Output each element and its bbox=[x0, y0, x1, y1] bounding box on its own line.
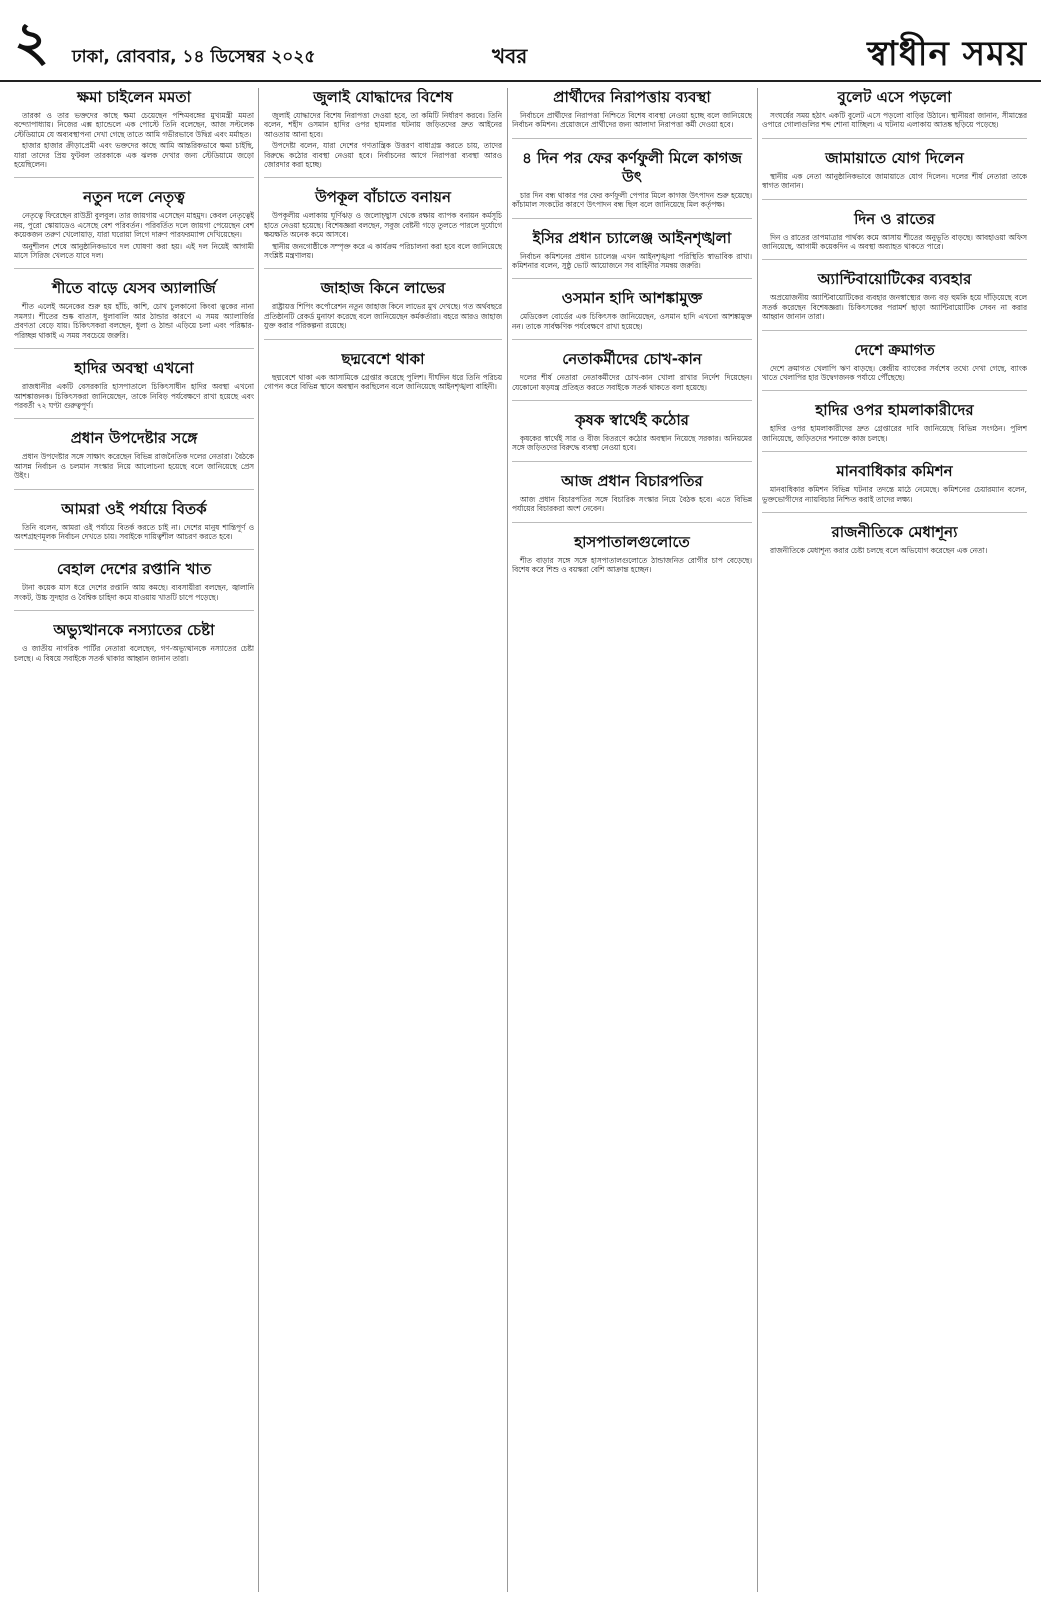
story-body bbox=[14, 644, 254, 663]
news-story bbox=[512, 472, 752, 523]
story-headline[interactable]: আমরা ওই পর্যায়ে বিতর্ক bbox=[61, 499, 207, 518]
story-body bbox=[762, 485, 1027, 504]
story-body bbox=[512, 191, 752, 210]
dateline: ঢাকা, রোববার, ১৪ ডিসেম্বর ২০২৫ bbox=[72, 47, 316, 67]
story-headline[interactable]: অভ্যুত্থানকে নস্যাতের চেষ্টা bbox=[53, 621, 215, 640]
news-story bbox=[14, 279, 254, 349]
story-paragraph: উপকূলীয় এলাকায় ঘূর্ণিঝড় ও জলোচ্ছ্বাস থেকে রক্ষায় ব্যাপক বনায়ন কর্মসূচি হাতে নেওয়া হয়েছে। বিশেষজ্ঞরা বলছেন, সবুজ বেষ্টনী গড়ে তুলতে পারলে দুর্যোগে ক্ষয়ক্ষতি অনেক কমে আসবে। bbox=[264, 211, 502, 240]
story-body bbox=[264, 302, 502, 330]
story-body bbox=[762, 233, 1027, 252]
story-paragraph: নির্বাচনে প্রার্থীদের নিরাপত্তা নিশ্চিতে বিশেষ ব্যবস্থা নেওয়া হচ্ছে বলে জানিয়েছে নির্বাচন কমিশন। প্রয়োজনে প্রার্থীদের জন্য আলাদা নিরাপত্তা কর্মী দেওয়া হবে। bbox=[512, 111, 752, 130]
story-body bbox=[264, 111, 502, 169]
story-headline[interactable]: কৃষক স্বার্থেই কঠোর bbox=[575, 411, 689, 430]
column-4 bbox=[762, 88, 1027, 1592]
story-headline[interactable]: জাহাজ কিনে লাভের bbox=[320, 279, 446, 298]
story-headline[interactable]: অ্যান্টিবায়োটিকের ব্যবহার bbox=[817, 270, 972, 289]
story-paragraph: তারকা ও তার ভক্তদের কাছে ক্ষমা চেয়েছেন পশ্চিমবঙ্গের মুখ্যমন্ত্রী মমতা বন্দ্যোপাধ্যায়। নিজের এক্স হ্যান্ডেলে এক পোস্টে তিনি বলেছেন, আজ সল্টলেক স্টেডিয়ামে যে অব্যবস্থাপনা দেখা গেছে তাতে আমি গভীরভাবে উদ্বিগ্ন এবং মর্মাহত। bbox=[14, 111, 254, 139]
news-story bbox=[14, 88, 254, 178]
column-divider bbox=[507, 88, 508, 1592]
story-paragraph: চার দিন বন্ধ থাকার পর ফের কর্ণফুলী পেপার মিলে কাগজ উৎপাদন শুরু হয়েছে। কাঁচামাল সংকটের কারণে উৎপাদন বন্ধ ছিল বলে জানিয়েছে মিল কর্তৃপক্ষ। bbox=[512, 190, 752, 210]
story-body bbox=[762, 172, 1027, 191]
news-story bbox=[762, 341, 1027, 392]
story-paragraph: তিনি বলেন, আমরা ওই পর্যায়ে বিতর্ক করতে চাই না। দেশের মানুষ শান্তিপূর্ণ ও অংশগ্রহণমূলক নির্বাচন দেখতে চায়। সবাইকে দায়িত্বশীল আচরণ করতে হবে। bbox=[14, 522, 254, 541]
column-2 bbox=[264, 88, 502, 1592]
story-paragraph: ও জাতীয় নাগরিক পার্টির নেতারা বলেছেন, গণ-অভ্যুত্থানকে নস্যাতের চেষ্টা চলছে। এ বিষয়ে সবাইকে সতর্ক থাকার আহ্বান জানান তারা। bbox=[14, 644, 254, 663]
story-paragraph: রাজধানীর একটি বেসরকারি হাসপাতালে চিকিৎসাধীন হাদির অবস্থা এখনো আশঙ্কাজনক। চিকিৎসকরা জানিয়েছেন, তাকে নিবিড় পর্যবেক্ষণে রাখা হয়েছে এবং পরবর্তী ৭২ ঘণ্টা গুরুত্বপূর্ণ। bbox=[14, 382, 254, 410]
story-headline[interactable]: প্রধান উপদেষ্টার সঙ্গে bbox=[70, 429, 198, 448]
story-body bbox=[14, 111, 254, 169]
story-body bbox=[14, 452, 254, 480]
news-story bbox=[14, 560, 254, 611]
story-headline[interactable]: জুলাই যোদ্ধাদের বিশেষ bbox=[313, 88, 453, 106]
story-paragraph: কৃষকের স্বার্থেই সার ও বীজ বিতরণে কঠোর অবস্থান নিয়েছে সরকার। অনিয়মের সঙ্গে জড়িতদের বিরুদ্ধে ব্যবস্থা নেওয়া হবে। bbox=[512, 434, 752, 453]
story-body bbox=[762, 111, 1027, 130]
story-body bbox=[762, 364, 1027, 383]
story-body bbox=[762, 546, 1027, 555]
news-story bbox=[264, 350, 502, 400]
story-paragraph: দলের শীর্ষ নেতারা নেতাকর্মীদের চোখ-কান খোলা রাখার নির্দেশ দিয়েছেন। যেকোনো ষড়যন্ত্র প্রতিহত করতে সবাইকে সতর্ক থাকতে বলা হয়েছে। bbox=[512, 373, 752, 392]
news-story bbox=[264, 279, 502, 339]
column-divider bbox=[757, 88, 758, 1592]
column-3 bbox=[512, 88, 752, 1592]
story-paragraph: শীত বাড়ার সঙ্গে সঙ্গে হাসপাতালগুলোতে ঠান্ডাজনিত রোগীর চাপ বেড়েছে। বিশেষ করে শিশু ও বয়স্করা বেশি আক্রান্ত হচ্ছেন। bbox=[512, 555, 752, 575]
story-headline[interactable]: ওসমান হাদি আশঙ্কামুক্ত bbox=[561, 289, 703, 308]
story-body bbox=[14, 382, 254, 410]
newspaper-logo: স্বাধীন সময় bbox=[867, 34, 1027, 74]
story-paragraph: অপ্রয়োজনীয় অ্যান্টিবায়োটিকের ব্যবহার জনস্বাস্থ্যের জন্য বড় হুমকি হয়ে দাঁড়িয়েছে বলে সতর্ক করেছেন বিশেষজ্ঞরা। চিকিৎসকের পরামর্শ ছাড়া অ্যান্টিবায়োটিক সেবন না করার আহ্বান জানান তারা। bbox=[762, 293, 1027, 322]
news-story bbox=[762, 523, 1027, 563]
story-headline[interactable]: প্রার্থীদের নিরাপত্তায় ব্যবস্থা bbox=[553, 88, 711, 106]
story-paragraph: দেশে ক্রমাগত খেলাপি ঋণ বাড়ছে। কেন্দ্রীয় ব্যাংকের সর্বশেষ তথ্যে দেখা গেছে, ব্যাংক খাতে খেলাপির হার উদ্বেগজনক পর্যায়ে পৌঁছেছে। bbox=[762, 363, 1027, 383]
story-body bbox=[762, 293, 1027, 321]
story-paragraph: উপদেষ্টা বলেন, যারা দেশের গণতান্ত্রিক উত্তরণ বাধাগ্রস্ত করতে চায়, তাদের বিরুদ্ধে কঠোর ব্যবস্থা নেওয়া হবে। নির্বাচনের আগে নিরাপত্তা ব্যবস্থা আরও জোরদার করা হচ্ছে। bbox=[264, 141, 502, 170]
story-paragraph: শীত এলেই অনেকের শুরু হয় হাঁচি, কাশি, চোখ চুলকানো কিংবা ত্বকের নানা সমস্যা। শীতের শুষ্ক বাতাস, ধুলাবালি আর ঠান্ডার কারণে এ সময় অ্যালার্জির প্রবণতা বেড়ে যায়। চিকিৎসকরা বলছেন, ধুলা ও ঠান্ডা এড়িয়ে চলা এবং পরিষ্কার-পরিচ্ছন্ন থাকাই এ সময় সবচেয়ে জরুরি। bbox=[14, 302, 254, 340]
story-headline[interactable]: নতুন দলে নেতৃত্ব bbox=[83, 188, 185, 207]
story-paragraph: মেডিকেল বোর্ডের এক চিকিৎসক জানিয়েছেন, ওসমান হাদি এখনো আশঙ্কামুক্ত নন। তাকে সার্বক্ষণিক পর্যবেক্ষণে রাখা হয়েছে। bbox=[512, 312, 752, 331]
news-story bbox=[512, 350, 752, 401]
story-headline[interactable]: ক্ষমা চাইলেন মমতা bbox=[77, 88, 191, 106]
news-story bbox=[14, 359, 254, 419]
story-headline[interactable]: দেশে ক্রমাগত bbox=[854, 340, 935, 359]
news-story bbox=[264, 88, 502, 178]
story-paragraph: স্থানীয় এক নেতা আনুষ্ঠানিকভাবে জামায়াতে যোগ দিলেন। দলের শীর্ষ নেতারা তাকে স্বাগত জানান। bbox=[762, 171, 1027, 191]
story-body bbox=[264, 211, 502, 260]
story-headline[interactable]: উপকূল বাঁচাতে বনায়ন bbox=[315, 188, 451, 207]
story-body bbox=[512, 373, 752, 392]
column-divider bbox=[258, 88, 259, 1592]
story-paragraph: হাদির ওপর হামলাকারীদের দ্রুত গ্রেপ্তারের দাবি জানিয়েছে বিভিন্ন সংগঠন। পুলিশ জানিয়েছে, জড়িতদের শনাক্তে কাজ চলছে। bbox=[762, 424, 1027, 443]
story-paragraph: আজ প্রধান বিচারপতির সঙ্গে বিচারিক সংস্কার নিয়ে বৈঠক হবে। এতে বিভিন্ন পর্যায়ের বিচারকরা অংশ নেবেন। bbox=[512, 494, 752, 514]
story-headline[interactable]: আজ প্রধান বিচারপতির bbox=[561, 471, 703, 490]
story-paragraph: হাজার হাজার ক্রীড়াপ্রেমী এবং ভক্তদের কাছে আমি আন্তরিকভাবে ক্ষমা চাইছি, যারা তাদের প্রিয় ফুটবল তারকাকে এক ঝলক দেখার জন্য স্টেডিয়ামে জড়ো হয়েছিলেন। bbox=[14, 141, 254, 170]
news-story bbox=[512, 411, 752, 462]
news-story bbox=[512, 149, 752, 219]
story-paragraph: মানবাধিকার কমিশন বিভিন্ন ঘটনার তদন্তে মাঠে নেমেছে। কমিশনের চেয়ারম্যান বলেন, ভুক্তভোগীদের ন্যায়বিচার নিশ্চিত করাই তাদের লক্ষ্য। bbox=[762, 485, 1027, 504]
story-headline[interactable]: দিন ও রাতের bbox=[854, 209, 935, 228]
story-headline[interactable]: ছদ্মবেশে থাকা bbox=[341, 349, 425, 368]
news-story bbox=[762, 88, 1027, 139]
story-headline[interactable]: বেহাল দেশের রপ্তানি খাত bbox=[56, 560, 212, 579]
news-story bbox=[762, 401, 1027, 452]
news-story bbox=[762, 462, 1027, 513]
news-story bbox=[14, 188, 254, 269]
story-body bbox=[14, 211, 254, 260]
news-story bbox=[14, 429, 254, 489]
story-paragraph: জুলাই যোদ্ধাদের বিশেষ নিরাপত্তা দেওয়া হবে, তা কমিটি নির্ধারণ করবে। তিনি বলেন, শহীদ ওসমান হাদির ওপর হামলার ঘটনায় জড়িতদের দ্রুত আইনের আওতায় আনা হবে। bbox=[264, 111, 502, 139]
story-body bbox=[512, 312, 752, 331]
story-body bbox=[512, 556, 752, 575]
story-paragraph: স্থানীয় জনগোষ্ঠীকে সম্পৃক্ত করে এ কার্যক্রম পরিচালনা করা হবে বলে জানিয়েছে সংশ্লিষ্ট মন্ত্রণালয়। bbox=[264, 241, 502, 261]
story-headline[interactable]: হাদির ওপর হামলাকারীদের bbox=[815, 401, 974, 420]
news-story bbox=[762, 270, 1027, 330]
story-body bbox=[512, 495, 752, 514]
story-paragraph: ছদ্মবেশে থাকা এক আসামিকে গ্রেপ্তার করেছে পুলিশ। দীর্ঘদিন ধরে তিনি পরিচয় গোপন করে বিভিন্ন স্থানে অবস্থান করছিলেন বলে জানিয়েছে আইনশৃঙ্খলা বাহিনী। bbox=[264, 372, 502, 392]
story-body bbox=[512, 111, 752, 130]
story-headline[interactable]: রাজনীতিকে মেধাশূন্য bbox=[831, 523, 958, 542]
section-title: খবর bbox=[492, 44, 528, 68]
story-headline[interactable]: হাসপাতালগুলোতে bbox=[574, 532, 690, 551]
story-body bbox=[512, 434, 752, 453]
news-story bbox=[14, 621, 254, 671]
story-paragraph: নির্বাচন কমিশনের প্রধান চ্যালেঞ্জ এখন আইনশৃঙ্খলা পরিস্থিতি স্বাভাবিক রাখা। কমিশনার বলেন, সুষ্ঠু ভোট আয়োজনে সব বাহিনীর সমন্বয় জরুরি। bbox=[512, 251, 752, 271]
story-paragraph: নেতৃত্বে ফিরেছেন রাউদ্রী বুলবুল। তার জায়গায় এসেছেন মাহমুদ। কেবল নেতৃত্বেই নয়, পুরো স্কোয়াডেও এসেছে বেশ পরিবর্তন। পরিবর্তিত দলে জায়গা পেয়েছেন বেশ কয়েকজন তরুণ খেলোয়াড়, যারা ঘরোয়া লিগে দারুণ পারফরম্যান্স দেখিয়েছেন। bbox=[14, 211, 254, 240]
story-headline[interactable]: মানবাধিকার কমিশন bbox=[836, 462, 953, 481]
story-headline[interactable]: বুলেট এসে পড়লো bbox=[837, 88, 952, 106]
news-story bbox=[264, 188, 502, 269]
page-number: ২ bbox=[14, 9, 46, 73]
story-headline[interactable]: হাদির অবস্থা এখনো bbox=[74, 359, 194, 378]
story-paragraph: রাজনীতিকে মেধাশূন্য করার চেষ্টা চলছে বলে অভিযোগ করেছেন এক নেতা। bbox=[770, 546, 988, 556]
story-paragraph: প্রধান উপদেষ্টার সঙ্গে সাক্ষাৎ করেছেন বিভিন্ন রাজনৈতিক দলের নেতারা। বৈঠকে আসন্ন নির্বাচন ও চলমান সংস্কার নিয়ে আলোচনা হয়েছে বলে জানিয়েছে প্রেস উইং। bbox=[14, 452, 254, 481]
story-headline[interactable]: শীতে বাড়ে যেসব অ্যালার্জি bbox=[52, 279, 216, 298]
story-headline[interactable]: জামায়াতে যোগ দিলেন bbox=[825, 148, 964, 167]
news-story bbox=[512, 533, 752, 583]
story-body bbox=[14, 583, 254, 602]
story-headline[interactable]: নেতাকর্মীদের চোখ-কান bbox=[562, 350, 702, 369]
story-paragraph: দিন ও রাতের তাপমাত্রার পার্থক্য কমে আসায় শীতের অনুভূতি বাড়ছে। আবহাওয়া অফিস জানিয়েছে, আগামী কয়েকদিন এ অবস্থা অব্যাহত থাকতে পারে। bbox=[762, 232, 1027, 252]
story-body bbox=[264, 373, 502, 392]
masthead bbox=[0, 0, 1041, 82]
story-body bbox=[762, 424, 1027, 443]
news-story bbox=[512, 289, 752, 340]
story-paragraph: সংঘর্ষের সময় হঠাৎ একটি বুলেট এসে পড়লো বাড়ির উঠানে। স্থানীয়রা জানান, সীমান্তের ওপারে গোলাগুলির শব্দ শোনা যাচ্ছিল। এ ঘটনায় এলাকায় আতঙ্ক ছড়িয়ে পড়েছে। bbox=[762, 111, 1027, 130]
story-headline[interactable]: ইসির প্রধান চ্যালেঞ্জ আইনশৃঙ্খলা bbox=[532, 228, 732, 247]
story-headline[interactable]: ৪ দিন পর ফের কর্ণফুলী মিলে কাগজ উৎ bbox=[522, 148, 742, 186]
news-story bbox=[512, 88, 752, 139]
story-paragraph: টানা কয়েক মাস ধরে দেশের রপ্তানি আয় কমছে। ব্যবসায়ীরা বলছেন, জ্বালানি সংকট, উচ্চ সুদহার ও বৈশ্বিক চাহিদা কমে যাওয়ায় খাতটি চাপে পড়েছে। bbox=[14, 583, 254, 602]
story-body bbox=[512, 252, 752, 271]
story-body bbox=[14, 302, 254, 340]
news-story bbox=[512, 229, 752, 280]
news-story bbox=[762, 210, 1027, 261]
story-paragraph: অনুশীলন শেষে আনুষ্ঠানিকভাবে দল ঘোষণা করা হয়। এই দল নিয়েই আগামী মাসে সিরিজ খেলতে যাবে দল। bbox=[14, 241, 254, 261]
news-story bbox=[762, 149, 1027, 200]
story-paragraph: রাষ্ট্রায়ত্ত শিপিং কর্পোরেশন নতুন জাহাজ কিনে লাভের মুখ দেখছে। গত অর্থবছরে প্রতিষ্ঠানটি রেকর্ড মুনাফা করেছে বলে জানিয়েছেন কর্মকর্তারা। বহরে আরও জাহাজ যুক্ত করার পরিকল্পনা রয়েছে। bbox=[264, 302, 502, 331]
news-story bbox=[14, 500, 254, 551]
story-body bbox=[14, 523, 254, 542]
column-1 bbox=[14, 88, 254, 1592]
